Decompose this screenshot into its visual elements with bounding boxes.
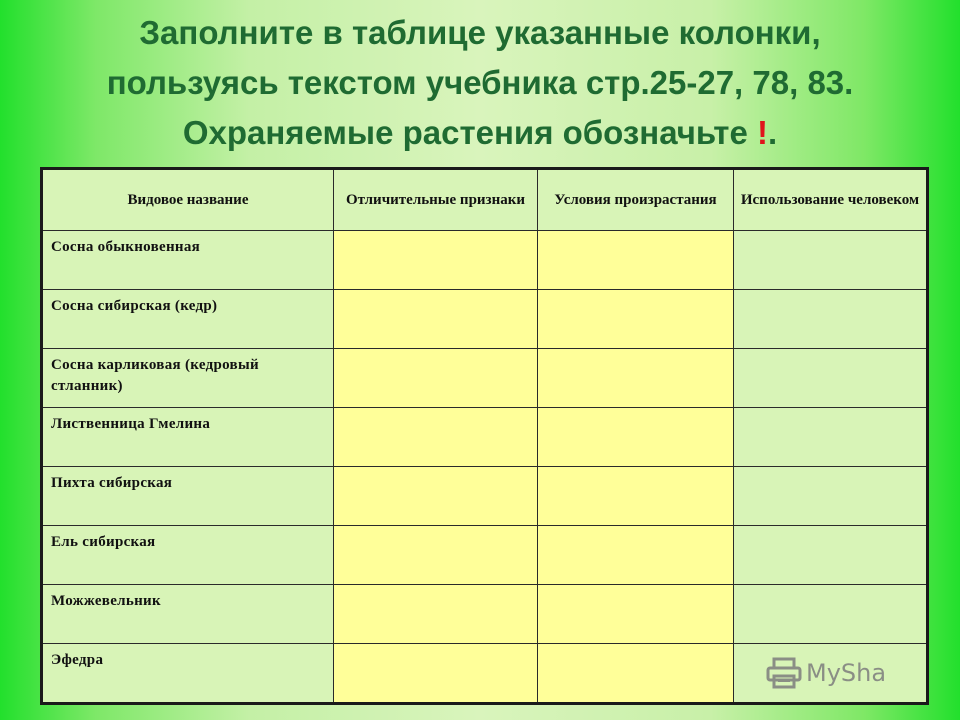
title-line-2: пользуясь текстом учебника стр.25-27, 78, 83. — [106, 64, 854, 101]
usage-cell[interactable] — [734, 526, 928, 585]
table-row — [42, 526, 928, 585]
species-name-cell: Сосна сибирская (кедр) — [42, 290, 334, 349]
species-name-cell: Пихта сибирская — [42, 467, 334, 526]
printer-icon — [766, 657, 802, 689]
plants-table — [40, 167, 929, 705]
conditions-cell[interactable] — [538, 526, 734, 585]
features-cell[interactable] — [334, 526, 538, 585]
exclamation-mark: ! — [756, 114, 768, 151]
conditions-cell[interactable] — [538, 585, 734, 644]
conditions-cell[interactable] — [538, 467, 734, 526]
usage-cell[interactable] — [734, 349, 928, 408]
species-name-cell: Эфедра — [42, 644, 334, 704]
usage-cell[interactable] — [734, 290, 928, 349]
watermark — [766, 655, 886, 691]
table-row — [42, 467, 928, 526]
header-human-use: Использование человеком — [734, 169, 928, 231]
header-distinctive-features: Отличительные признаки — [334, 169, 538, 231]
title-line-3-text: Охраняемые растения обозначьте — [182, 114, 757, 151]
conditions-cell[interactable] — [538, 349, 734, 408]
conditions-cell[interactable] — [538, 408, 734, 467]
features-cell[interactable] — [334, 467, 538, 526]
conditions-cell[interactable] — [538, 644, 734, 704]
conditions-cell[interactable] — [538, 231, 734, 290]
table-row — [42, 585, 928, 644]
header-species-name: Видовое название — [42, 169, 334, 231]
species-name-cell: Сосна карликовая (кедровый стланник) — [42, 349, 334, 408]
header-growing-conditions: Условия произрастания — [538, 169, 734, 231]
species-name-cell: Ель сибирская — [42, 526, 334, 585]
features-cell[interactable] — [334, 644, 538, 704]
usage-cell[interactable] — [734, 231, 928, 290]
title-line-3-end: . — [767, 114, 778, 151]
features-cell[interactable] — [334, 408, 538, 467]
usage-cell[interactable] — [734, 585, 928, 644]
watermark-text: MySha — [806, 659, 887, 687]
features-cell[interactable] — [334, 231, 538, 290]
table-row — [42, 408, 928, 467]
species-name-cell: Лиственница Гмелина — [42, 408, 334, 467]
title-line-1: Заполните в таблице указанные колонки, — [139, 14, 821, 51]
title-line-3 — [0, 108, 960, 158]
species-name-cell: Можжевельник — [42, 585, 334, 644]
table-row — [42, 231, 928, 290]
species-name-cell: Сосна обыкновенная — [42, 231, 334, 290]
features-cell[interactable] — [334, 585, 538, 644]
table-header-row — [42, 169, 928, 231]
table-row — [42, 349, 928, 408]
slide-title — [0, 8, 960, 158]
usage-cell[interactable] — [734, 408, 928, 467]
conditions-cell[interactable] — [538, 290, 734, 349]
features-cell[interactable] — [334, 349, 538, 408]
table-row — [42, 290, 928, 349]
features-cell[interactable] — [334, 290, 538, 349]
usage-cell[interactable] — [734, 467, 928, 526]
